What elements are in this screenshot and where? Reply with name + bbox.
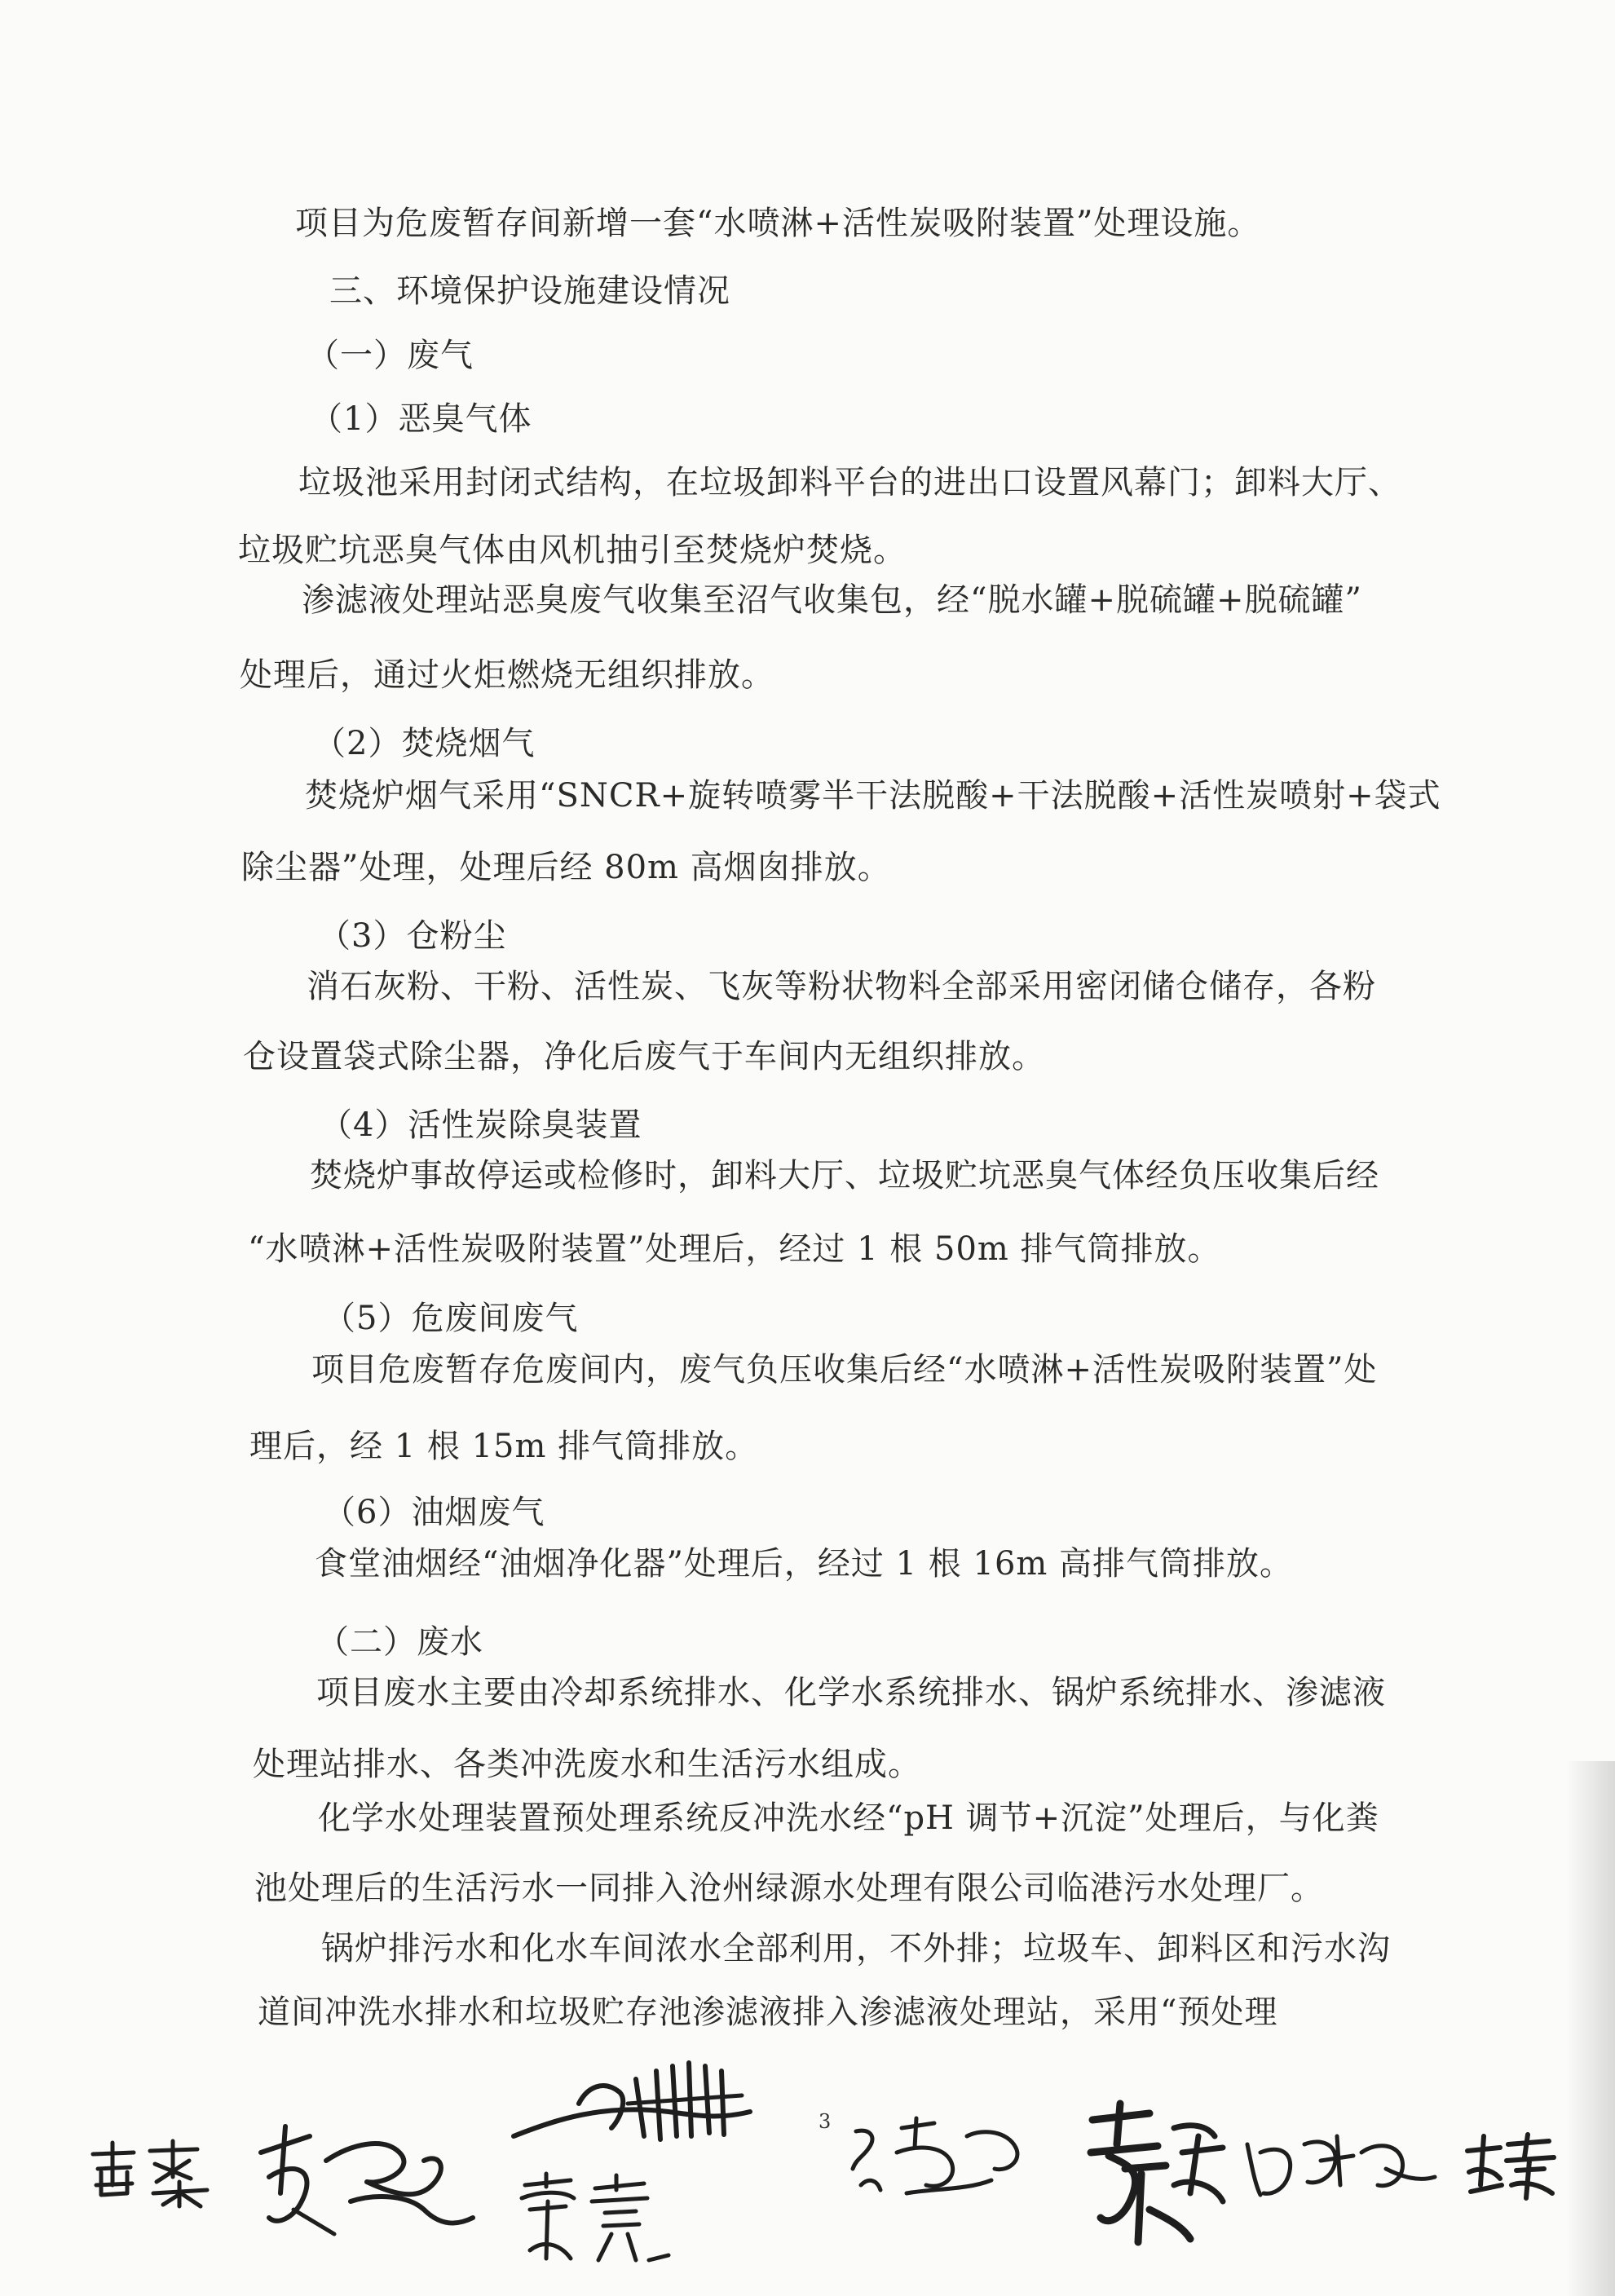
paragraph-line: 消石灰粉、干粉、活性炭、飞灰等粉状物料全部采用密闭储仓储存，各粉 xyxy=(307,968,1376,1005)
signature-1 xyxy=(85,2136,215,2210)
signature-7 xyxy=(1239,2120,1443,2210)
paragraph-line: 处理站排水、各类冲洗废水和生活污水组成。 xyxy=(253,1746,921,1783)
item-heading: （3）仓粉尘 xyxy=(318,917,507,955)
item-heading: （5）危废间废气 xyxy=(323,1300,579,1337)
item-heading: （6）油烟废气 xyxy=(323,1494,545,1531)
paragraph-line: 处理后，通过火炬燃烧无组织排放。 xyxy=(240,656,774,694)
paragraph-line: 项目危废暂存危废间内，废气负压收集后经“水喷淋+活性炭吸附装置”处 xyxy=(311,1351,1378,1389)
paragraph-line: 项目废水主要由冷却系统排水、化学水系统排水、锅炉系统排水、渗滤液 xyxy=(316,1674,1386,1711)
scan-edge-shadow xyxy=(1566,1761,1615,2296)
signature-4 xyxy=(514,2169,701,2275)
paragraph-line: “水喷淋+活性炭吸附装置”处理后，经过 1 根 50m 排气筒排放。 xyxy=(248,1230,1221,1268)
signature-8 xyxy=(1459,2128,1565,2201)
paragraph-line: 除尘器”处理，处理后经 80m 高烟囱排放。 xyxy=(241,849,891,886)
paragraph-line: 食堂油烟经“油烟净化器”处理后，经过 1 根 16m 高排气筒排放。 xyxy=(315,1545,1294,1583)
signature-2 xyxy=(245,2104,481,2242)
item-heading: （1）恶臭气体 xyxy=(310,400,532,438)
paragraph-line: 仓设置袋式除尘器，净化后废气于车间内无组织排放。 xyxy=(243,1038,1045,1075)
signature-5 xyxy=(845,2112,1032,2210)
subsection-heading: （一）废气 xyxy=(307,337,474,374)
paragraph-line: 垃圾贮坑恶臭气体由风机抽引至焚烧炉焚烧。 xyxy=(238,532,907,569)
paragraph-line: 锅炉排污水和化水车间浓水全部利用，不外排；垃圾车、卸料区和污水沟 xyxy=(321,1930,1391,1967)
signature-3 xyxy=(505,2055,766,2161)
paragraph-line: 化学水处理装置预处理系统反冲洗水经“pH 调节+沉淀”处理后，与化粪 xyxy=(318,1799,1379,1837)
subsection-heading: （二）废水 xyxy=(316,1623,483,1661)
paragraph-line: 垃圾池采用封闭式结构，在垃圾卸料平台的进出口设置风幕门；卸料大厅、 xyxy=(298,464,1401,501)
item-heading: （2）焚烧烟气 xyxy=(313,725,536,762)
paragraph-line: 池处理后的生活污水一同排入沧州绿源水处理有限公司临港污水处理厂。 xyxy=(254,1870,1324,1907)
section-heading: 三、环境保护设施建设情况 xyxy=(329,272,730,310)
paragraph-line: 道间冲洗水排水和垃圾贮存池渗滤液排入渗滤液处理站，采用“预处理 xyxy=(258,1994,1278,2031)
page-number: 3 xyxy=(819,2110,832,2133)
paragraph-line: 渗滤液处理站恶臭废气收集至沼气收集包，经“脱水罐+脱硫罐+脱硫罐” xyxy=(302,581,1362,619)
paragraph-line: 理后，经 1 根 15m 排气筒排放。 xyxy=(249,1428,759,1465)
item-heading: （4）活性炭除臭装置 xyxy=(320,1106,642,1144)
paragraph-line: 焚烧炉事故停运或检修时，卸料大厅、垃圾贮坑恶臭气体经负压收集后经 xyxy=(310,1157,1379,1194)
paragraph-line: 项目为危废暂存间新增一套“水喷淋+活性炭吸附装置”处理设施。 xyxy=(295,205,1261,242)
paragraph-line: 焚烧炉烟气采用“SNCR+旋转喷雾半干法脱酸+干法脱酸+活性炭喷射+袋式 xyxy=(305,777,1441,815)
